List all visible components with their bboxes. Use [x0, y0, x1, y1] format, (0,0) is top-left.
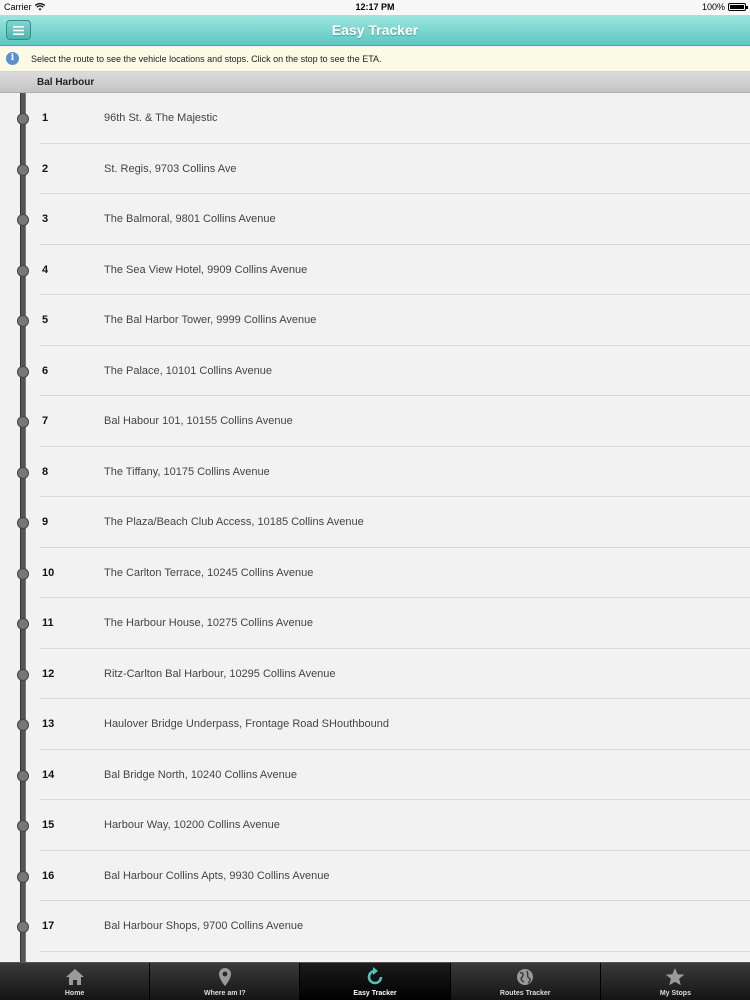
stop-row[interactable]: [0, 851, 750, 902]
battery-icon: [728, 3, 746, 11]
stop-dot-icon: [17, 921, 29, 933]
tab-routes-tracker[interactable]: [451, 963, 601, 1000]
stop-row[interactable]: [0, 396, 750, 447]
tab-label: Easy Tracker: [353, 990, 397, 997]
stop-number: 14: [42, 768, 55, 781]
stop-name: The Balmoral, 9801 Collins Avenue: [104, 213, 276, 225]
star-icon: [664, 966, 686, 988]
route-name: Bal Harbour: [37, 77, 95, 88]
stop-name: The Palace, 10101 Collins Avenue: [104, 364, 272, 377]
refresh-arrow-icon: [364, 966, 386, 988]
info-icon: i: [6, 52, 19, 65]
stop-name: Ritz-Carlton Bal Harbour, 10295 Collins Avenue: [104, 667, 336, 680]
stop-number: 1: [42, 112, 49, 124]
globe-icon: [514, 966, 536, 988]
stop-dot-icon: [17, 214, 29, 226]
stop-number: 16: [42, 869, 55, 882]
stop-name: The Bal Harbor Tower, 9999 Collins Avenue: [104, 314, 317, 326]
battery-status: [702, 2, 746, 12]
tab-bar: [0, 962, 750, 1000]
stop-number: 13: [42, 718, 55, 730]
stop-dot-icon: [17, 265, 29, 277]
tab-where-am-i[interactable]: [150, 963, 300, 1000]
clock: 12:17 PM: [355, 2, 395, 12]
nav-bar: [0, 15, 750, 46]
stop-row[interactable]: [0, 346, 750, 397]
stop-row[interactable]: [0, 649, 750, 700]
stop-number: 3: [42, 213, 49, 225]
stop-number: 4: [42, 263, 49, 276]
stop-name: The Tiffany, 10175 Collins Avenue: [104, 465, 270, 478]
stop-list: [0, 93, 750, 962]
info-text: Select the route to see the vehicle locations and stops. Click on the stop to see the ETA.: [31, 54, 382, 64]
stop-number: 2: [42, 162, 49, 175]
home-icon: [64, 966, 86, 988]
stop-dot-icon: [17, 315, 29, 327]
stop-row[interactable]: [0, 901, 750, 952]
page-title: Easy Tracker: [331, 22, 419, 38]
stop-number: 17: [42, 920, 55, 932]
stop-row[interactable]: [0, 497, 750, 548]
carrier-label: Carrier: [4, 2, 32, 12]
stop-name: Bal Bridge North, 10240 Collins Avenue: [104, 768, 298, 781]
stop-dot-icon: [17, 568, 29, 580]
stop-dot-icon: [17, 618, 29, 630]
stop-number: 15: [42, 819, 55, 831]
stop-dot-icon: [17, 467, 29, 479]
stop-name: 96th St. & The Majestic: [104, 112, 218, 124]
stop-dot-icon: [17, 517, 29, 529]
stop-dot-icon: [17, 719, 29, 731]
tab-my-stops[interactable]: [601, 963, 750, 1000]
stop-number: 9: [42, 516, 49, 528]
stop-number: 6: [42, 364, 49, 377]
stop-row[interactable]: [0, 447, 750, 498]
tab-label: Where am I?: [203, 990, 246, 997]
stop-row[interactable]: [0, 295, 750, 346]
stop-name: Bal Habour 101, 10155 Collins Avenue: [104, 415, 293, 427]
stop-number: 12: [42, 667, 55, 680]
stop-row[interactable]: [0, 699, 750, 750]
stop-row[interactable]: [0, 245, 750, 296]
tab-label: Routes Tracker: [499, 990, 551, 997]
stop-name: The Carlton Terrace, 10245 Collins Avenue: [104, 566, 314, 579]
stop-name: The Harbour House, 10275 Collins Avenue: [104, 617, 313, 629]
stop-row[interactable]: [0, 144, 750, 195]
stop-number: 5: [42, 314, 49, 326]
tab-label: Home: [64, 990, 85, 997]
stop-number: 10: [42, 566, 55, 579]
stop-row[interactable]: [0, 800, 750, 851]
stop-dot-icon: [17, 871, 29, 883]
stop-dot-icon: [17, 770, 29, 782]
route-header: [0, 72, 750, 93]
tab-home[interactable]: [0, 963, 150, 1000]
tab-label: My Stops: [659, 990, 691, 997]
stop-row[interactable]: [0, 194, 750, 245]
stop-name: The Plaza/Beach Club Access, 10185 Collins Avenue: [104, 516, 364, 528]
row-divider: [40, 951, 750, 952]
stop-row[interactable]: [0, 548, 750, 599]
stop-name: Bal Harbour Shops, 9700 Collins Avenue: [104, 920, 304, 932]
stop-dot-icon: [17, 366, 29, 378]
status-bar: [0, 0, 750, 15]
info-banner: [0, 47, 750, 72]
stop-dot-icon: [17, 416, 29, 428]
stop-name: Harbour Way, 10200 Collins Avenue: [104, 819, 280, 831]
stop-name: Bal Harbour Collins Apts, 9930 Collins Avenue: [104, 869, 330, 882]
stop-name: Haulover Bridge Underpass, Frontage Road SHouthbound: [104, 718, 389, 730]
stop-row[interactable]: [0, 93, 750, 144]
stop-row[interactable]: [0, 598, 750, 649]
stop-number: 8: [42, 465, 49, 478]
location-pin-icon: [214, 966, 236, 988]
battery-percent: 100%: [701, 2, 725, 12]
stop-number: 7: [42, 415, 49, 427]
stop-row[interactable]: [0, 750, 750, 801]
stop-dot-icon: [17, 164, 29, 176]
stop-number: 11: [42, 617, 54, 629]
stop-name: St. Regis, 9703 Collins Ave: [104, 162, 237, 175]
stop-dot-icon: [17, 669, 29, 681]
tab-easy-tracker[interactable]: [300, 963, 450, 1000]
stop-dot-icon: [17, 820, 29, 832]
stop-dot-icon: [17, 113, 29, 125]
stop-name: The Sea View Hotel, 9909 Collins Avenue: [104, 263, 308, 276]
